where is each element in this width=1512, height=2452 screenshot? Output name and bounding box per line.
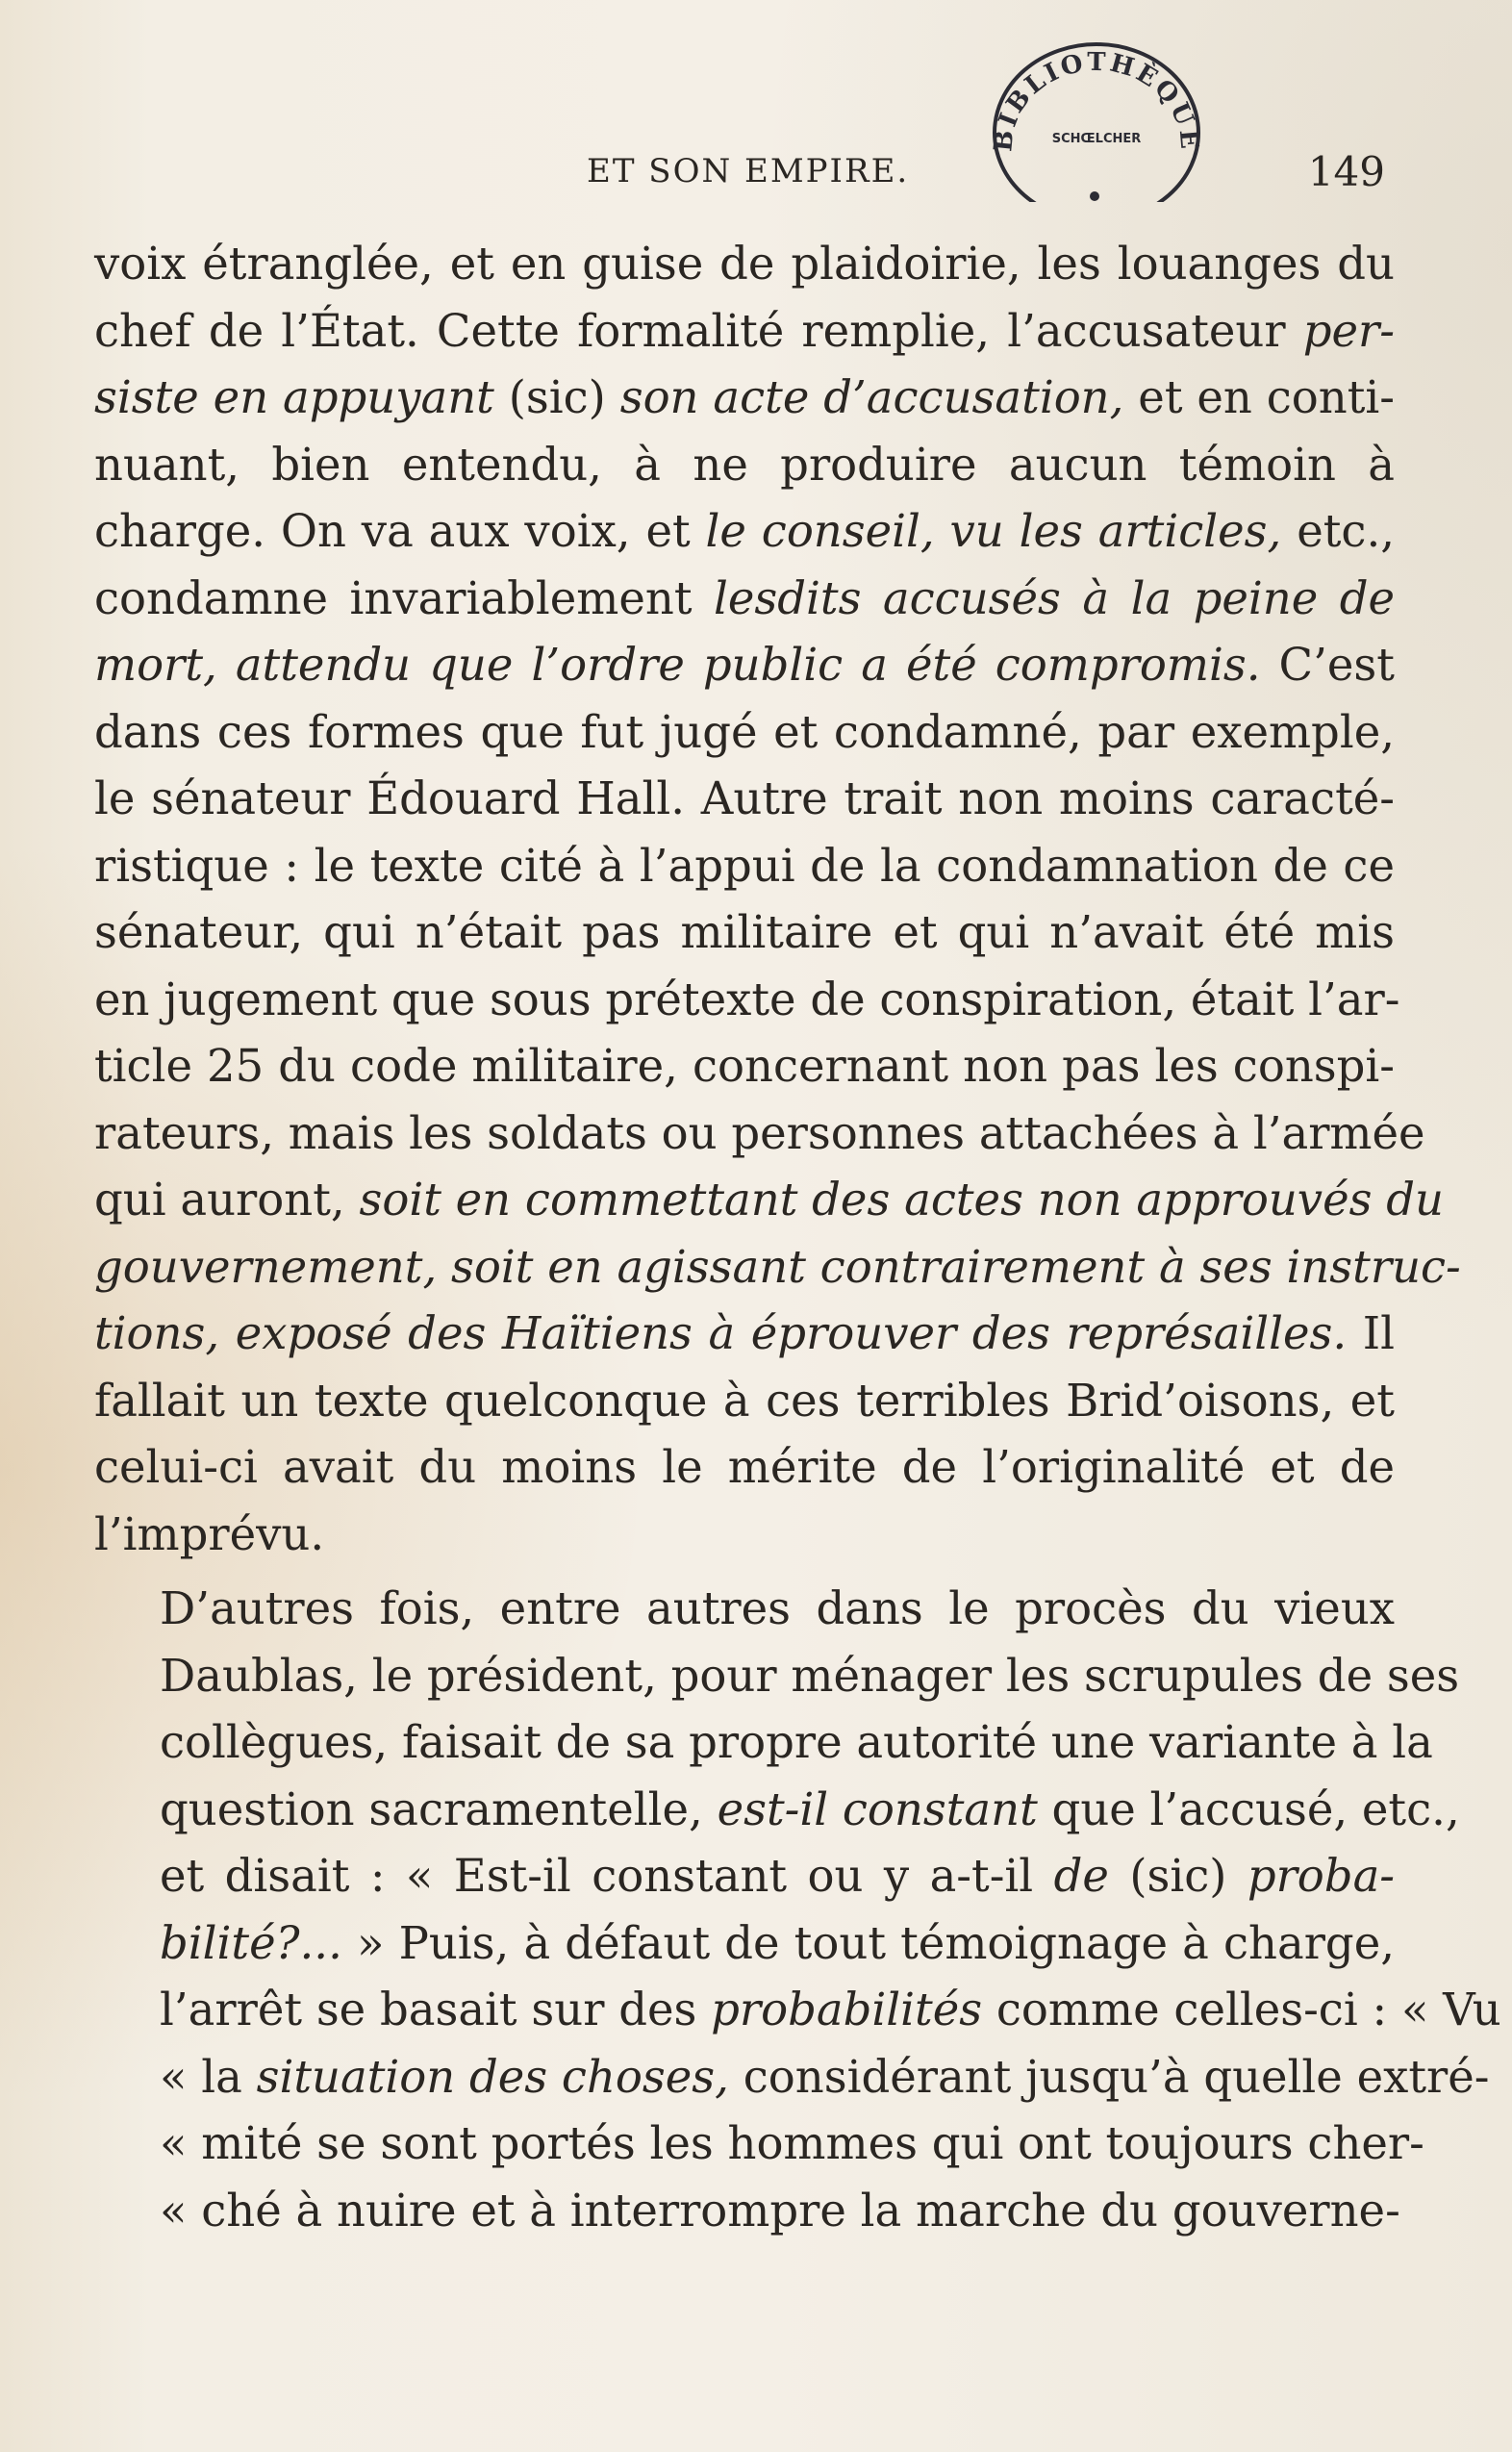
italic-text: situation des choses, <box>256 2050 729 2103</box>
text-line <box>94 1234 1461 1302</box>
text-line <box>94 2044 1490 2111</box>
text-run: « la <box>160 2050 257 2103</box>
text-run: ticle 25 du code militaire, concernant non pas les conspi- <box>94 1040 1395 1092</box>
text-run: comme celles-ci : « Vu <box>982 1984 1501 2035</box>
italic-text: siste en appuyant <box>94 371 509 423</box>
text-run: C’est <box>1260 639 1395 691</box>
text-run: etc., <box>1281 505 1396 557</box>
text-line <box>94 1843 1395 1910</box>
text-run: et disait : « Est-il constant ou y a-t-il <box>160 1850 1054 1902</box>
running-title: ET SON EMPIRE. <box>587 152 910 190</box>
text-line <box>94 498 1395 566</box>
text-line <box>94 967 1400 1034</box>
text-run: « ché à nuire et à interrompre la marche du gouverne- <box>160 2184 1400 2237</box>
text-run: collègues, faisait de sa propre autorité une variante à la <box>160 1716 1433 1768</box>
italic-text: le conseil, vu les articles, <box>705 505 1282 557</box>
text-line <box>94 231 1395 298</box>
stamp-arc-text: BIBLIOTHÈQUE <box>989 47 1204 153</box>
text-line <box>94 833 1395 900</box>
text-run: chef de l’État. Cette formalité remplie, l’accusateur <box>94 304 1303 357</box>
text-line <box>94 432 1395 499</box>
paragraph <box>94 1576 1501 2244</box>
italic-text: probabilités <box>711 1984 983 2035</box>
text-line <box>94 1167 1444 1234</box>
text-run: dans ces formes que fut jugé et condamné, par exemple, <box>94 705 1395 758</box>
text-run: considérant jusqu’à quelle extré- <box>728 2050 1490 2103</box>
text-line <box>94 899 1395 967</box>
text-line <box>94 766 1395 833</box>
text-run: en jugement que sous prétexte de conspiration, était l’ar- <box>94 973 1400 1025</box>
text-run: Daublas, le président, pour ménager les scrupules de ses <box>160 1649 1460 1702</box>
text-run: l’arrêt se basait sur des <box>160 1984 712 2035</box>
page-number: 149 <box>1307 148 1385 195</box>
italic-text: lesdits accusés à la peine de <box>714 571 1396 624</box>
text-line <box>94 632 1395 699</box>
text-run: » Puis, à défaut de tout témoignage à charge, <box>341 1916 1395 1969</box>
italic-text: son acte d’accusation, <box>619 371 1124 423</box>
text-line <box>94 566 1395 633</box>
text-run: charge. On va aux voix, et <box>94 505 706 557</box>
text-run: D’autres fois, entre autres dans le procès du vieux <box>160 1582 1395 1634</box>
text-run: sénateur, qui n’était pas militaire et qui n’avait été mis <box>94 906 1395 958</box>
text-run: et en conti- <box>1123 371 1395 423</box>
italic-text: per- <box>1302 304 1395 357</box>
italic-text: gouvernement, soit en agissant contrairement à ses instruc- <box>94 1240 1461 1293</box>
italic-text: bilité?... <box>160 1916 342 1969</box>
text-run: ristique : le texte cité à l’appui de la condamnation de ce <box>94 839 1395 892</box>
italic-text: tions, exposé des Haïtiens à éprouver des représailles. <box>94 1307 1348 1359</box>
text-line <box>94 1709 1433 1777</box>
text-run: fallait un texte quelconque à ces terribles Brid’oisons, et <box>94 1374 1395 1427</box>
text-line <box>94 1434 1395 1502</box>
text-line <box>94 1368 1395 1435</box>
italic-text: proba- <box>1247 1850 1396 1902</box>
text-run: question sacramentelle, <box>160 1782 718 1835</box>
text-run: nuant, bien entendu, à ne produire aucun témoin à <box>94 438 1395 491</box>
text-line <box>94 298 1395 366</box>
text-run: (sic) <box>508 371 620 423</box>
text-line <box>94 1502 1395 1569</box>
text-line <box>94 1777 1460 1844</box>
italic-text: soit en commettant des actes non approuvés du <box>359 1174 1444 1226</box>
text-line <box>94 2111 1424 2178</box>
text-line <box>94 1977 1501 2044</box>
library-stamp <box>976 29 1217 202</box>
text-line <box>94 1100 1425 1168</box>
stamp-inner-text: SCHŒLCHER <box>1051 132 1142 146</box>
text-run: rateurs, mais les soldats ou personnes attachées à l’armée <box>94 1106 1425 1159</box>
text-run: condamne invariablement <box>94 571 715 624</box>
italic-text: mort, attendu que l’ordre public a été compromis. <box>94 639 1261 691</box>
stamp-dot <box>1090 191 1099 201</box>
text-run: l’imprévu. <box>94 1507 325 1560</box>
text-line <box>94 1576 1395 1643</box>
text-line <box>94 2178 1400 2245</box>
text-line <box>94 1910 1395 1978</box>
text-line <box>94 1301 1395 1368</box>
text-run: (sic) <box>1108 1850 1247 1902</box>
body-text <box>94 231 1501 2244</box>
text-line <box>94 365 1395 432</box>
paragraph <box>94 231 1461 1568</box>
text-line <box>94 1643 1460 1710</box>
text-line <box>94 699 1395 767</box>
text-run: que l’accusé, etc., <box>1037 1782 1460 1835</box>
italic-text: est-il constant <box>717 1782 1038 1835</box>
italic-text: de <box>1053 1850 1109 1902</box>
text-run: voix étranglée, et en guise de plaidoirie, les louanges du <box>94 238 1395 290</box>
text-run: Il <box>1347 1307 1395 1359</box>
text-run: « mité se sont portés les hommes qui ont toujours cher- <box>160 2117 1424 2169</box>
text-line <box>94 1033 1395 1100</box>
text-run: qui auront, <box>94 1174 360 1226</box>
text-run: celui-ci avait du moins le mérite de l’originalité et de <box>94 1441 1395 1493</box>
text-run: le sénateur Édouard Hall. Autre trait non moins caracté- <box>94 772 1395 824</box>
